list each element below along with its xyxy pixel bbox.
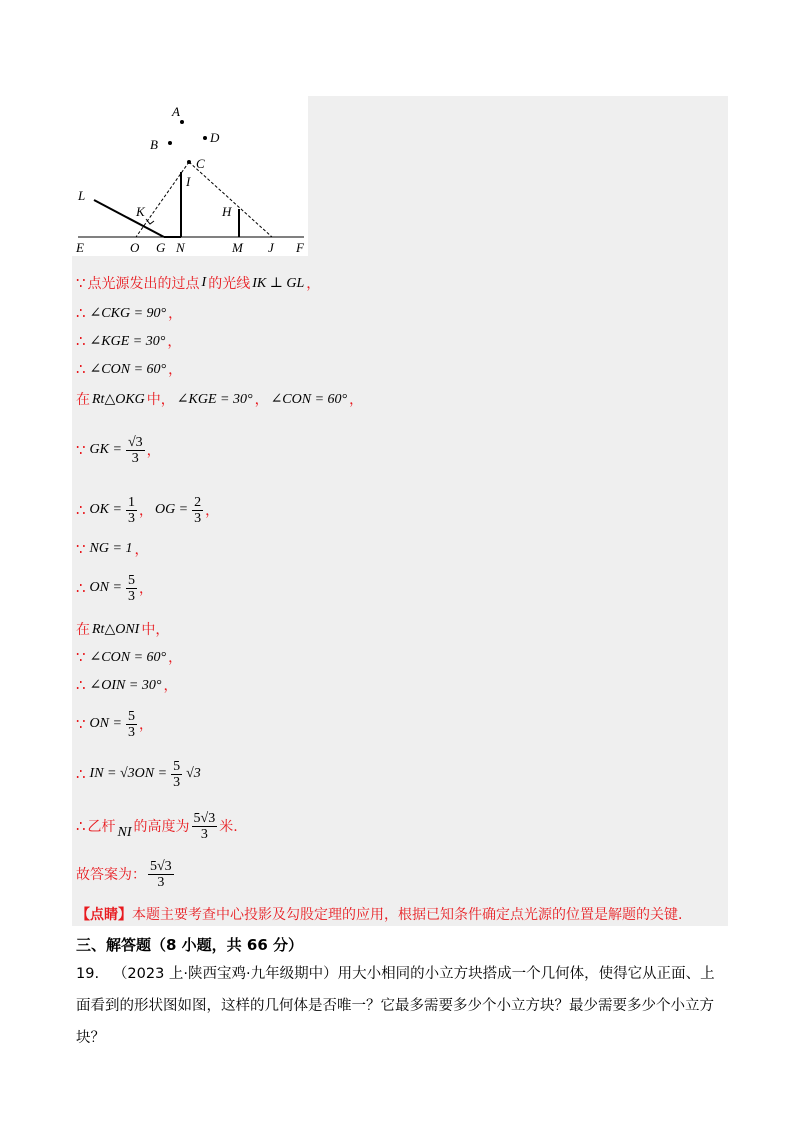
label-H: H bbox=[222, 204, 232, 219]
label-D: D bbox=[210, 130, 220, 145]
label-J: J bbox=[268, 240, 274, 255]
label-N: N bbox=[176, 240, 185, 255]
solution-line-4: ∴ ∠CON = 60° ， bbox=[76, 360, 183, 378]
question-text: 用大小相同的小立方块搭成一个几何体，使得它从正面、上面看到的形状图如图，这样的几何体是否唯一？它最多需要多少个小立方块？最少需要多少个小立方块？ bbox=[76, 966, 715, 1046]
question-19 bbox=[76, 958, 728, 1054]
solution-line-2: ∴ ∠CKG = 90° ， bbox=[76, 304, 183, 322]
key-point-tag: 【点睛】 bbox=[76, 907, 132, 923]
solution-line-14: ∴ IN = √3ON = $\frac{5}{3}$ √3 bbox=[76, 758, 201, 790]
geometry-figure bbox=[72, 96, 308, 256]
solution-line-11: ∵ ∠CON = 60° ， bbox=[76, 648, 183, 666]
label-G: G bbox=[156, 240, 166, 255]
label-L: L bbox=[78, 188, 86, 203]
solution-line-16: 故答案为： $\frac{5√3}{3}$ bbox=[76, 858, 172, 890]
solution-line-1: ∵ 点光源发出的过点 I 的光线 IK ⊥ GL ， bbox=[76, 274, 321, 292]
solution-line-9: ∴ ON = $\frac{5}{3}$ ， bbox=[76, 572, 153, 604]
label-B: B bbox=[150, 137, 158, 152]
solution-line-6: ∵ GK = $\frac{√3}{3}$ ， bbox=[76, 434, 161, 466]
label-F: F bbox=[296, 240, 304, 255]
label-E: E bbox=[76, 240, 84, 255]
label-I: I bbox=[186, 174, 191, 189]
solution-block bbox=[72, 96, 728, 926]
solution-line-15: ∴ 乙杆 NI 的高度为 $\frac{5√3}{3}$ 米. bbox=[76, 810, 238, 842]
solution-line-8: ∵ NG = 1 ， bbox=[76, 540, 149, 558]
section-title: 三、解答题（8 小题，共 66 分） bbox=[76, 936, 303, 954]
solution-line-12: ∴ ∠OIN = 30° ， bbox=[76, 676, 178, 694]
question-source: （2023 上·陕西宝鸡·九年级期中） bbox=[112, 966, 338, 982]
solution-line-3: ∴ ∠KGE = 30° ， bbox=[76, 332, 182, 350]
solution-line-7: ∴ OK = $\frac{1}{3}$ ， OG = $\frac{2}{3}$ ， bbox=[76, 494, 220, 526]
label-A: A bbox=[172, 104, 180, 119]
key-point-note: 【点睛】本题主要考查中心投影及勾股定理的应用，根据已知条件确定点光源的位置是解题的关键. bbox=[76, 907, 683, 923]
label-M: M bbox=[232, 240, 243, 255]
label-K: K bbox=[136, 204, 145, 219]
label-O: O bbox=[130, 240, 140, 255]
solution-line-5: 在 Rt△OKG 中， ∠KGE = 30° ， ∠CON = 60° ， bbox=[76, 391, 364, 408]
label-C: C bbox=[196, 156, 205, 171]
solution-line-13: ∵ ON = $\frac{5}{3}$ ， bbox=[76, 708, 153, 740]
question-number: 19. bbox=[76, 966, 100, 982]
solution-line-10: 在 Rt△ONI 中， bbox=[76, 621, 170, 638]
